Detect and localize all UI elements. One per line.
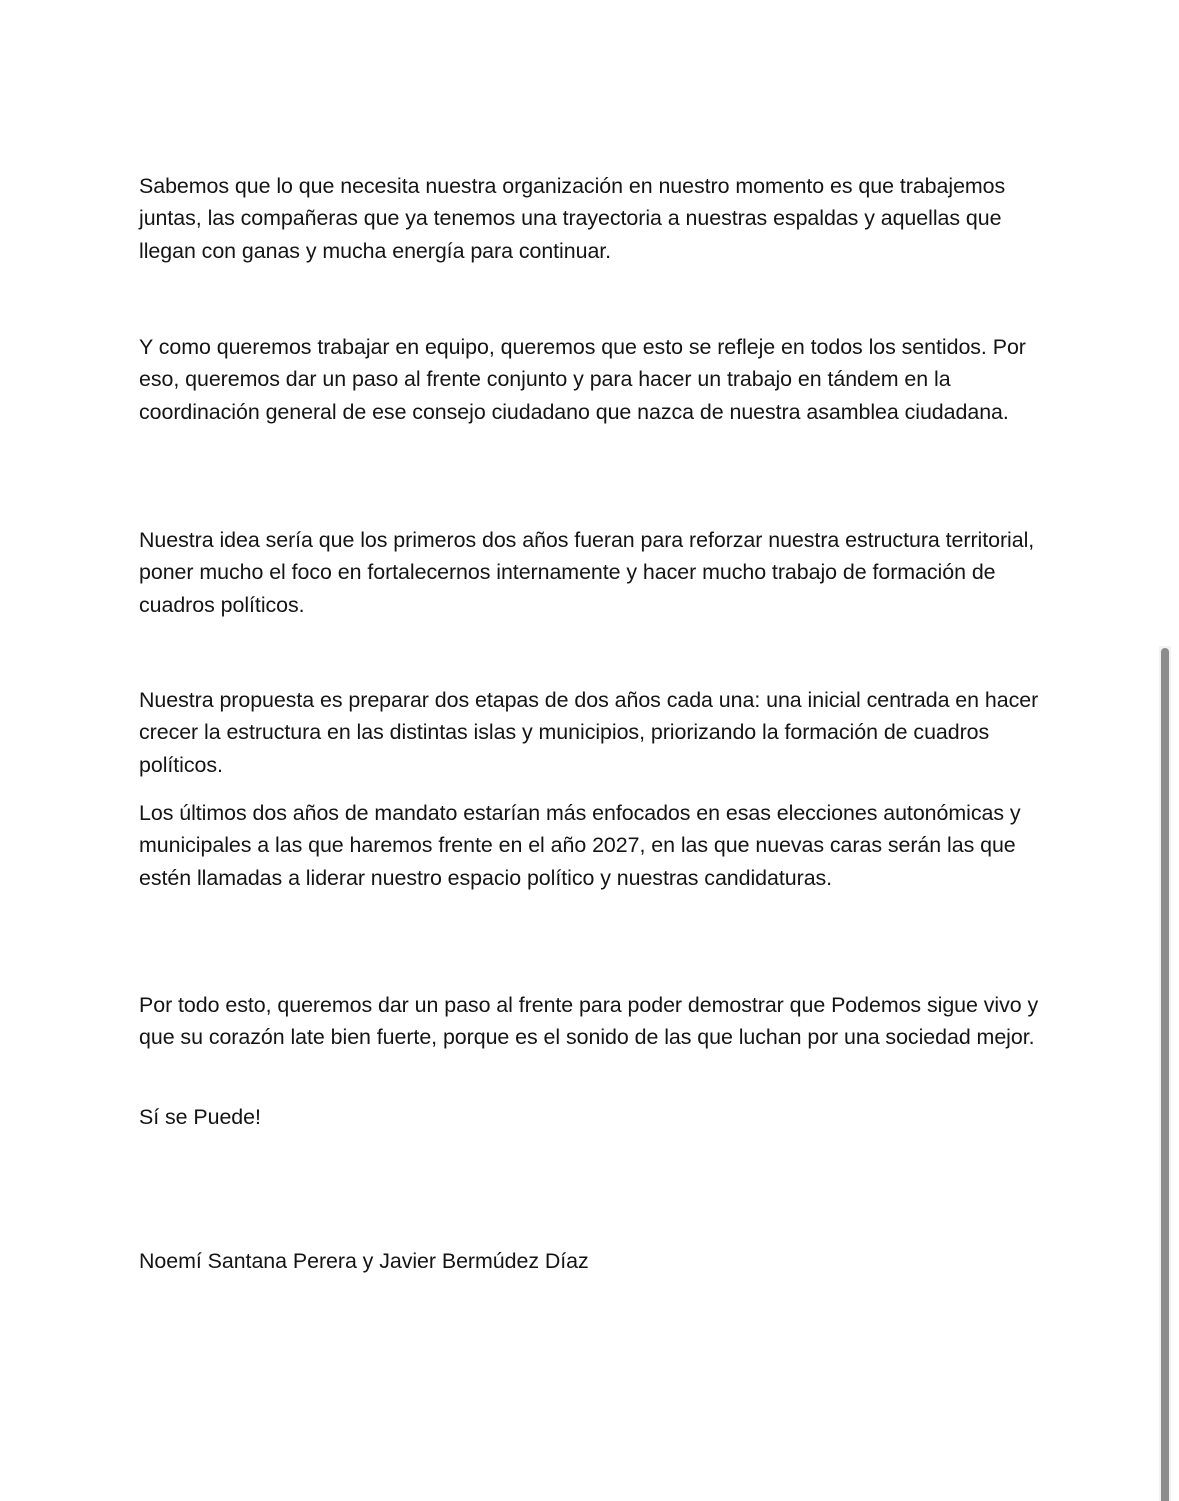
paragraph-idea: Nuestra idea sería que los primeros dos años fueran para reforzar nuestra estructura territorial, poner mucho el foco en fortalecernos internamente y hacer mucho trabajo de formación de cuadros políticos.: [139, 528, 1035, 617]
paragraph-slogan: Sí se Puede!: [139, 1105, 261, 1129]
signature: Noemí Santana Perera y Javier Bermúdez Díaz: [139, 1249, 589, 1273]
paragraph-proposal: Nuestra propuesta es preparar dos etapas de dos años cada una: una inicial centrada en hacer crecer la estructura en las distintas islas y municipios, priorizando la formación de cuadros políticos.: [139, 688, 1039, 777]
paragraph-last-years: Los últimos dos años de mandato estarían más enfocados en esas elecciones autonómicas y municipales a las que haremos frente en el año 2027, en las que nuevas caras serán las que estén llamadas a liderar nuestro espacio político y nuestras candidaturas.: [139, 801, 1021, 890]
scrollbar-thumb[interactable]: [1161, 648, 1169, 1501]
paragraph-conclusion: Por todo esto, queremos dar un paso al frente para poder demostrar que Podemos sigue vivo y que su corazón late bien fuerte, porque es el sonido de las que luchan por una sociedad mejor.: [139, 993, 1039, 1050]
paragraph-intro: Sabemos que lo que necesita nuestra organización en nuestro momento es que trabajemos juntas, las compañeras que ya tenemos una trayectoria a nuestras espaldas y aquellas que llegan con ganas y mucha energía para continuar.: [139, 174, 1006, 263]
paragraph-teamwork: Y como queremos trabajar en equipo, queremos que esto se refleje en todos los sentidos. Por eso, queremos dar un paso al frente conjunto y para hacer un trabajo en tándem en la coordinación general de ese consejo ciudadano que nazca de nuestra asamblea ciudadana.: [139, 335, 1026, 424]
